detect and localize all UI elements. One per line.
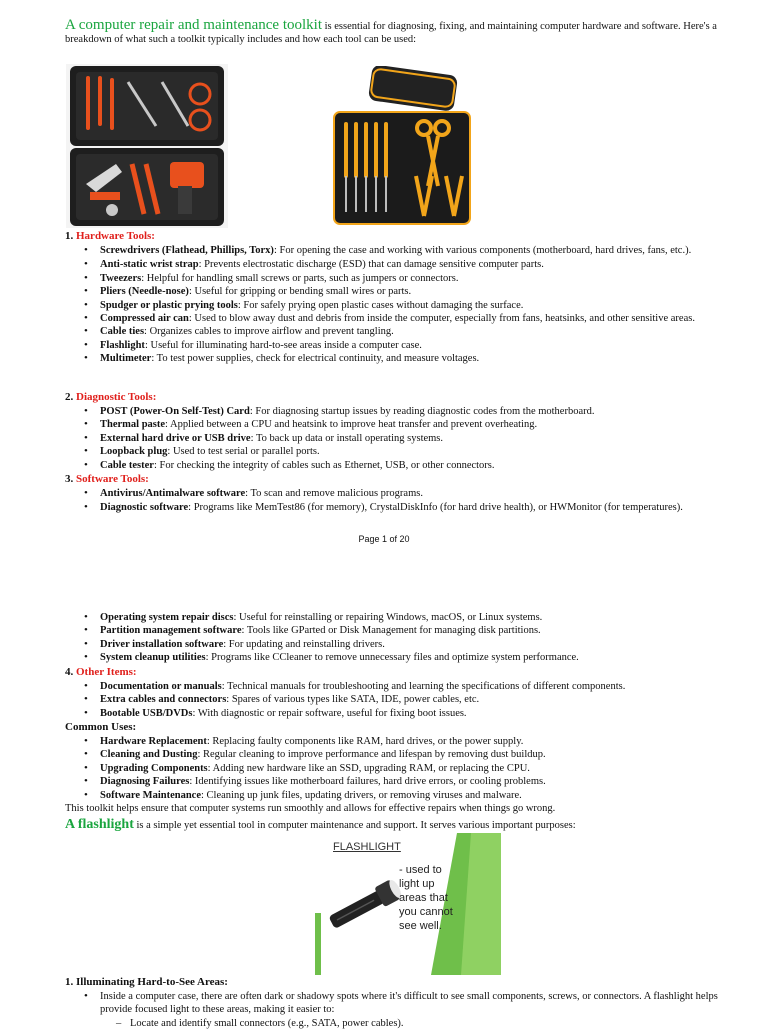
intro-text: is essential for diagnosing, fixing, and maintaining computer hardware and software. Here's a breakdown of what such a toolkit typically includes and how each tool can be used: (65, 21, 717, 46)
list-item: • Partition management software: Tools like GParted or Disk Management for managing disk partitions. (100, 624, 740, 637)
illuminating-heading: 1. Illuminating Hard-to-See Areas: (65, 976, 228, 988)
list-item: • Pliers (Needle-nose): Useful for gripping or bending small wires or parts. (100, 285, 740, 298)
list-item: • Cable ties: Organizes cables to improve airflow and prevent tangling. (100, 325, 740, 338)
list-item: • Spudger or plastic prying tools: For safely prying open plastic cases without damaging the surface. (100, 299, 740, 312)
toolkit-pouch-image (328, 66, 478, 228)
dash-bullet: – (116, 1018, 122, 1029)
list-item: • Anti-static wrist strap: Prevents electrostatic discharge (ESD) that can damage sensitive computer parts. (100, 258, 740, 271)
diagnostic-tools-list (100, 405, 740, 472)
software-tools-heading: 3. Software Tools: (65, 473, 149, 485)
page-number: Page 1 of 20 (358, 534, 410, 544)
common-uses-list (100, 735, 740, 802)
flashlight-intro (65, 818, 745, 832)
hardware-tools-heading: 1. Hardware Tools: (65, 230, 155, 242)
software-tools-list (100, 487, 740, 515)
flashlight-image (311, 833, 501, 975)
list-item: • Cleaning and Dusting: Regular cleaning to improve performance and lifespan by removing dust buildup. (100, 748, 740, 761)
list-item: • Multimeter: To test power supplies, check for electrical continuity, and measure voltages. (100, 352, 740, 365)
illuminating-list (100, 990, 720, 1017)
list-item: • Diagnostic software: Programs like MemTest86 (for memory), CrystalDiskInfo (for hard drive health), or HWMonitor (for temperatures). (100, 501, 740, 514)
list-item: • System cleanup utilities: Programs like CCleaner to remove unnecessary files and optimize system performance. (100, 651, 740, 664)
list-item: • Cable tester: For checking the integrity of cables such as Ethernet, USB, or other connectors. (100, 459, 740, 472)
toolkit-case-image (66, 64, 228, 228)
list-item: • Operating system repair discs: Useful for reinstalling or repairing Windows, macOS, or Linux systems. (100, 611, 740, 624)
list-item: • Antivirus/Antimalware software: To scan and remove malicious programs. (100, 487, 740, 500)
list-item: • Documentation or manuals: Technical manuals for troubleshooting and learning the specifications of different components. (100, 680, 740, 693)
hardware-tools-list (100, 244, 740, 366)
list-item: • POST (Power-On Self-Test) Card: For diagnosing startup issues by reading diagnostic codes from the motherboard. (100, 405, 740, 418)
software-tools-list-continued (100, 611, 740, 665)
illuminating-sub-item: – Locate and identify small connectors (e.g., SATA, power cables). (116, 1018, 404, 1029)
list-item: • Diagnosing Failures: Identifying issues like motherboard failures, hard drive errors, or cooling problems. (100, 775, 740, 788)
common-uses-heading: Common Uses: (65, 721, 137, 733)
list-item: • Thermal paste: Applied between a CPU and heatsink to improve heat transfer and prevent overheating. (100, 418, 740, 431)
flashlight-title: A flashlight (65, 817, 134, 832)
closing-paragraph: This toolkit helps ensure that computer systems run smoothly and allows for effective repairs when things go wrong. (65, 803, 556, 814)
list-item: • Inside a computer case, there are often dark or shadowy spots where it's difficult to see small components, screws, or connectors. A flashlight helps provide focused light to these areas, making it easier to: (100, 990, 720, 1017)
list-item: • Hardware Replacement: Replacing faulty components like RAM, hard drives, or the power supply. (100, 735, 740, 748)
diagnostic-tools-heading: 2. Diagnostic Tools: (65, 391, 157, 403)
list-item: • Upgrading Components: Adding new hardware like an SSD, upgrading RAM, or replacing the CPU. (100, 762, 740, 775)
list-item: • Compressed air can: Used to blow away dust and debris from inside the computer, especially from fans, heatsinks, and other sensitive areas. (100, 312, 740, 325)
other-items-list (100, 680, 740, 720)
flashlight-text: is a simple yet essential tool in computer maintenance and support. It serves various important purposes: (133, 820, 576, 831)
list-item: • Software Maintenance: Cleaning up junk files, updating drivers, or removing viruses and malware. (100, 789, 740, 802)
list-item: • Bootable USB/DVDs: With diagnostic or repair software, useful for fixing boot issues. (100, 707, 740, 720)
intro-title: A computer repair and maintenance toolkit (65, 17, 322, 33)
flashlight-image-caption: - used to light up areas that you cannot see well. (399, 864, 453, 932)
list-item: • Screwdrivers (Flathead, Phillips, Torx): For opening the case and working with various components (motherboard, hard drives, fans, etc.). (100, 244, 740, 257)
list-item: • Extra cables and connectors: Spares of various types like SATA, IDE, power cables, etc. (100, 693, 740, 706)
flashlight-image-heading: FLASHLIGHT (333, 841, 401, 853)
other-items-heading: 4. Other Items: (65, 666, 137, 678)
list-item: • Flashlight: Useful for illuminating hard-to-see areas inside a computer case. (100, 339, 740, 352)
list-item: • Driver installation software: For updating and reinstalling drivers. (100, 638, 740, 651)
list-item: • Loopback plug: Used to test serial or parallel ports. (100, 445, 740, 458)
list-item: • Tweezers: Helpful for handling small screws or parts, such as jumpers or connectors. (100, 272, 740, 285)
intro-paragraph (65, 19, 730, 47)
list-item: • External hard drive or USB drive: To back up data or install operating systems. (100, 432, 740, 445)
